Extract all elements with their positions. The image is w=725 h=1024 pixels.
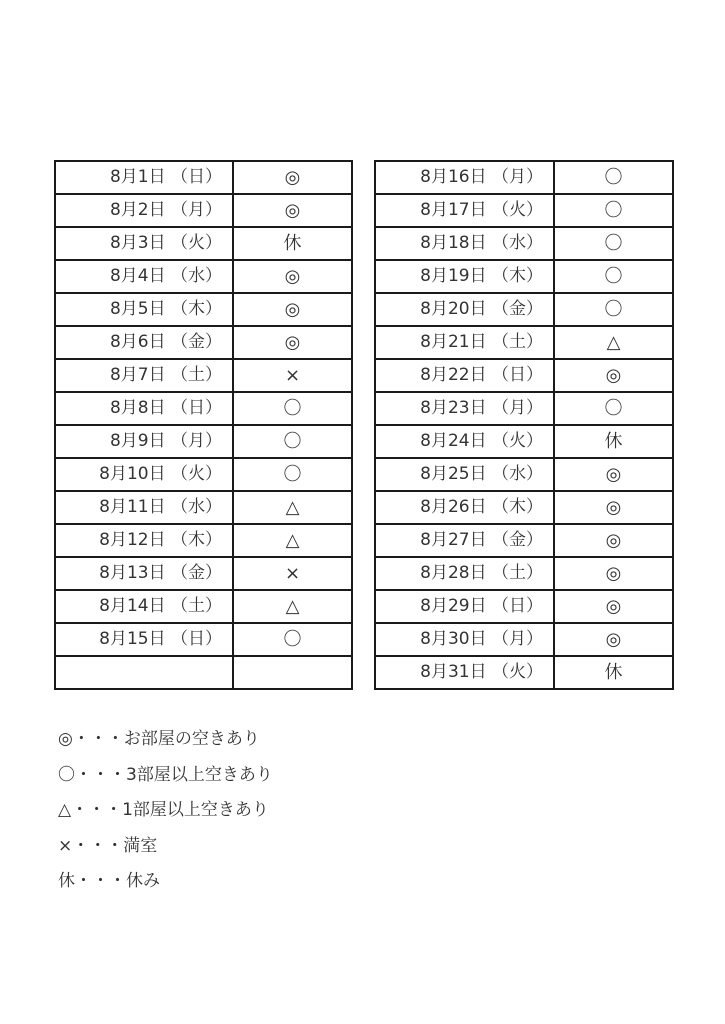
legend-item: ×・・・満室 — [58, 835, 158, 856]
date-cell: 8月10日 （火） — [55, 458, 233, 491]
table-row — [375, 425, 673, 458]
availability-cell: 〇 — [554, 161, 673, 194]
table-row — [375, 260, 673, 293]
date-cell: 8月1日 （日） — [55, 161, 233, 194]
table-row — [375, 161, 673, 194]
date-cell: 8月14日 （土） — [55, 590, 233, 623]
availability-cell: ◎ — [233, 260, 352, 293]
date-cell: 8月13日 （金） — [55, 557, 233, 590]
table-row — [55, 491, 352, 524]
availability-cell — [233, 656, 352, 689]
table-row — [375, 359, 673, 392]
table-row — [375, 293, 673, 326]
availability-cell: 〇 — [554, 293, 673, 326]
date-cell: 8月22日 （日） — [375, 359, 554, 392]
availability-cell: 〇 — [233, 425, 352, 458]
table-row — [55, 458, 352, 491]
availability-cell: ◎ — [554, 524, 673, 557]
availability-cell: 休 — [554, 656, 673, 689]
table-row — [55, 623, 352, 656]
table-row — [375, 557, 673, 590]
legend — [58, 722, 273, 900]
availability-cell: ◎ — [233, 326, 352, 359]
date-cell: 8月15日 （日） — [55, 623, 233, 656]
table-row — [375, 491, 673, 524]
legend-item: △・・・1部屋以上空きあり — [58, 800, 269, 820]
date-cell: 8月17日 （火） — [375, 194, 554, 227]
table-row — [375, 194, 673, 227]
date-cell: 8月9日 （月） — [55, 425, 233, 458]
calendar-table-left — [54, 160, 353, 690]
table-row — [375, 524, 673, 557]
date-cell: 8月20日 （金） — [375, 293, 554, 326]
table-row — [55, 524, 352, 557]
date-cell: 8月4日 （水） — [55, 260, 233, 293]
availability-cell: 〇 — [554, 194, 673, 227]
legend-item: 〇・・・3部屋以上空きあり — [58, 764, 273, 785]
table-row — [55, 326, 352, 359]
date-cell: 8月27日 （金） — [375, 524, 554, 557]
table-row — [55, 359, 352, 392]
date-cell: 8月2日 （月） — [55, 194, 233, 227]
availability-cell: △ — [233, 491, 352, 524]
availability-cell: 休 — [233, 227, 352, 260]
date-cell: 8月7日 （土） — [55, 359, 233, 392]
table-row — [55, 260, 352, 293]
date-cell: 8月18日 （水） — [375, 227, 554, 260]
table-row — [375, 326, 673, 359]
availability-cell: 〇 — [233, 458, 352, 491]
availability-cell: ◎ — [554, 359, 673, 392]
table-row — [55, 227, 352, 260]
availability-cell: ◎ — [233, 194, 352, 227]
availability-cell: ◎ — [233, 161, 352, 194]
availability-cell: ◎ — [554, 557, 673, 590]
date-cell: 8月5日 （木） — [55, 293, 233, 326]
availability-cell: ◎ — [554, 491, 673, 524]
table-row — [55, 425, 352, 458]
date-cell: 8月30日 （月） — [375, 623, 554, 656]
availability-cell: × — [233, 359, 352, 392]
table-row — [375, 227, 673, 260]
table-row — [55, 557, 352, 590]
date-cell: 8月28日 （土） — [375, 557, 554, 590]
date-cell: 8月24日 （火） — [375, 425, 554, 458]
date-cell: 8月16日 （月） — [375, 161, 554, 194]
availability-cell: 〇 — [554, 260, 673, 293]
date-cell: 8月8日 （日） — [55, 392, 233, 425]
table-row — [375, 458, 673, 491]
date-cell: 8月26日 （木） — [375, 491, 554, 524]
date-cell: 8月25日 （水） — [375, 458, 554, 491]
date-cell: 8月23日 （月） — [375, 392, 554, 425]
legend-item: 休・・・休み — [58, 871, 160, 891]
table-row — [55, 293, 352, 326]
date-cell: 8月21日 （土） — [375, 326, 554, 359]
table-row — [375, 590, 673, 623]
table-row — [55, 194, 352, 227]
table-row — [55, 392, 352, 425]
date-cell: 8月3日 （火） — [55, 227, 233, 260]
date-cell — [55, 656, 233, 689]
availability-cell: ◎ — [554, 623, 673, 656]
table-row-empty — [55, 656, 352, 689]
date-cell: 8月11日 （水） — [55, 491, 233, 524]
table-row — [375, 392, 673, 425]
availability-cell: 〇 — [233, 623, 352, 656]
availability-cell: 〇 — [554, 227, 673, 260]
availability-cell: ◎ — [554, 590, 673, 623]
legend-item: ◎・・・お部屋の空きあり — [58, 729, 260, 749]
availability-cell: ◎ — [233, 293, 352, 326]
date-cell: 8月6日 （金） — [55, 326, 233, 359]
table-row — [375, 623, 673, 656]
table-row — [375, 656, 673, 689]
availability-cell: 〇 — [233, 392, 352, 425]
date-cell: 8月29日 （日） — [375, 590, 554, 623]
availability-cell: × — [233, 557, 352, 590]
table-row — [55, 590, 352, 623]
availability-cell: 〇 — [554, 392, 673, 425]
table-row — [55, 161, 352, 194]
date-cell: 8月19日 （木） — [375, 260, 554, 293]
date-cell: 8月12日 （木） — [55, 524, 233, 557]
availability-cell: ◎ — [554, 458, 673, 491]
availability-cell: △ — [554, 326, 673, 359]
availability-cell: △ — [233, 524, 352, 557]
availability-cell: △ — [233, 590, 352, 623]
date-cell: 8月31日 （火） — [375, 656, 554, 689]
calendar-table-right — [374, 160, 674, 690]
availability-cell: 休 — [554, 425, 673, 458]
